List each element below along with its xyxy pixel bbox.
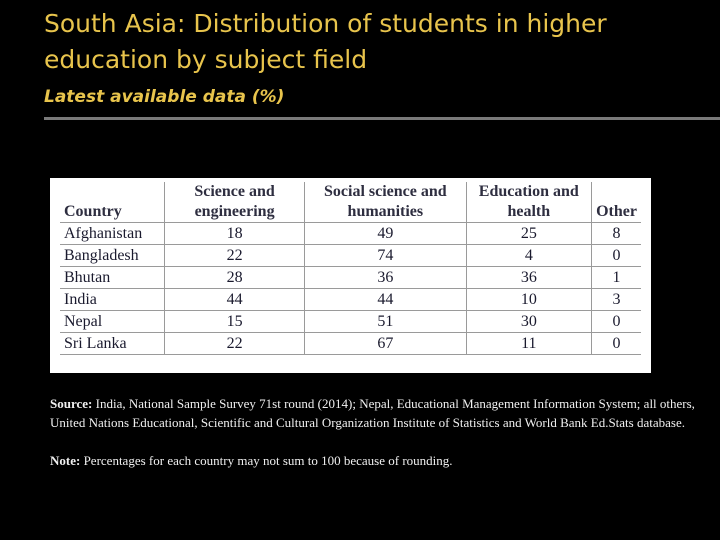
cell-other: 0 [592,311,641,333]
cell-social-science: 49 [305,223,466,245]
cell-country: India [60,289,165,311]
cell-social-science: 44 [305,289,466,311]
cell-education-health: 30 [466,311,592,333]
cell-education-health: 4 [466,245,592,267]
source-label: Source: [50,396,93,411]
table-body [60,223,641,355]
cell-other: 8 [592,223,641,245]
cell-science: 18 [165,223,305,245]
column-header-social-science: Social science and humanities [305,182,466,223]
rounding-note [50,451,710,470]
cell-other: 0 [592,245,641,267]
cell-country: Sri Lanka [60,333,165,355]
chart-title: South Asia: Distribution of students in higher education by subject field [44,9,607,74]
column-header-science: Science and engineering [165,182,305,223]
cell-education-health: 10 [466,289,592,311]
cell-social-science: 74 [305,245,466,267]
title-divider [44,117,720,120]
cell-science: 15 [165,311,305,333]
cell-education-health: 25 [466,223,592,245]
cell-social-science: 51 [305,311,466,333]
data-table [60,182,641,355]
cell-social-science: 36 [305,267,466,289]
chart-subtitle: Latest available data (%) [44,87,285,107]
cell-science: 28 [165,267,305,289]
table-row [60,289,641,311]
source-note [50,394,710,432]
cell-education-health: 11 [466,333,592,355]
cell-other: 1 [592,267,641,289]
cell-other: 0 [592,333,641,355]
cell-country: Nepal [60,311,165,333]
cell-science: 22 [165,245,305,267]
cell-education-health: 36 [466,267,592,289]
cell-science: 22 [165,333,305,355]
column-header-other: Other [592,182,641,223]
note-label: Note: [50,453,81,468]
cell-country: Bhutan [60,267,165,289]
cell-other: 3 [592,289,641,311]
column-header-education-health: Education and health [466,182,592,223]
note-text: Percentages for each country may not sum to 100 because of rounding. [83,453,453,468]
table-header-row [60,182,641,223]
cell-social-science: 67 [305,333,466,355]
table-row [60,311,641,333]
column-header-country: Country [60,182,165,223]
table-row [60,333,641,355]
source-text: India, National Sample Survey 71st round (2014); Nepal, Educational Management Information System; all others, United Nations Educational, Scientific and Cultural Organization Institute of Statistics and World Bank Ed.Stats database. [50,396,695,430]
cell-science: 44 [165,289,305,311]
table-row [60,245,641,267]
data-table-frame [50,178,651,373]
table-row [60,223,641,245]
cell-country: Bangladesh [60,245,165,267]
cell-country: Afghanistan [60,223,165,245]
table-row [60,267,641,289]
footnotes [50,394,710,470]
